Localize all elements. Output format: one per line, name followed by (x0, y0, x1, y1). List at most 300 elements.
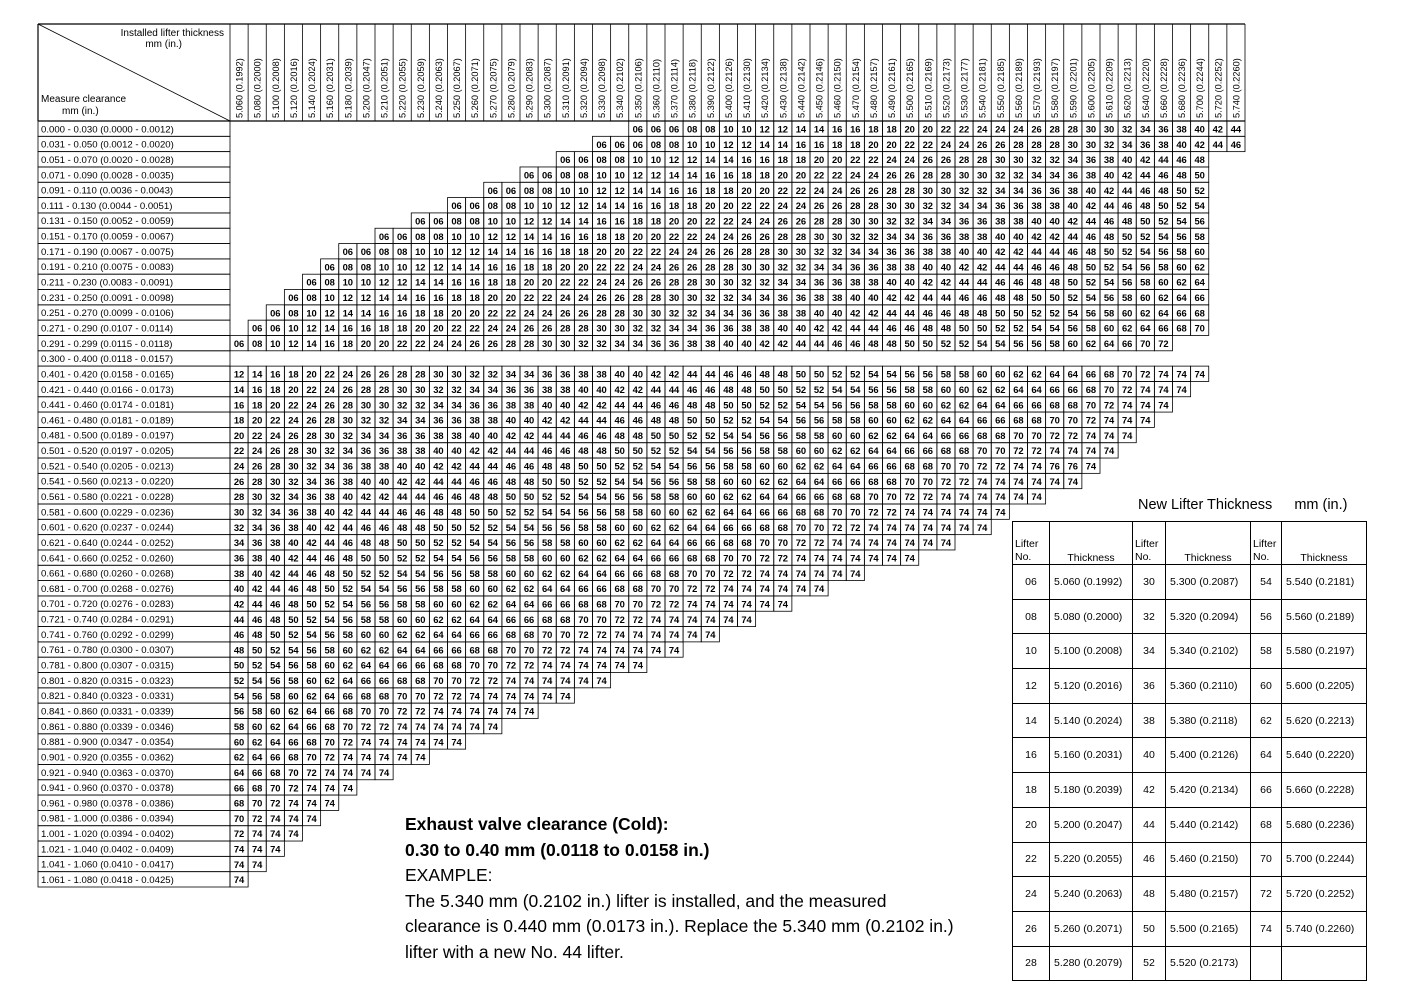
lifter-number: 70 (904, 475, 915, 487)
lifter-number: 38 (813, 292, 825, 304)
lifter-number: 42 (995, 246, 1006, 258)
lifter-number: 62 (378, 644, 390, 656)
lifter-number: 50 (1121, 230, 1133, 242)
column-header-label: 5.450 (0.2146) (814, 58, 825, 118)
lifter-number: 44 (1121, 184, 1133, 196)
lifter-number: 28 (813, 215, 825, 227)
lifter-number: 42 (233, 598, 245, 610)
lifter-number: 46 (560, 445, 571, 457)
lifter-number: 48 (940, 322, 952, 334)
lifter-number: 20 (560, 261, 571, 273)
lifter-number: 66 (868, 460, 879, 472)
lifter-number: 14 (505, 246, 517, 258)
lifter-number: 26 (868, 184, 879, 196)
lifter-number: 74 (795, 567, 807, 579)
lifter-number: 24 (1013, 123, 1024, 135)
lifter-number: 74 (1140, 399, 1151, 411)
lifter-number: 08 (523, 184, 535, 196)
lifter-number: 62 (251, 736, 263, 748)
lifter-number: 08 (487, 200, 499, 212)
lifter-number: 28 (288, 445, 299, 457)
lifter-number: 52 (995, 322, 1006, 334)
lifter-number: 42 (1103, 184, 1115, 196)
lifter-number: 14 (451, 261, 462, 273)
lifter-number: 44 (505, 445, 517, 457)
row-label: 0.031 - 0.050 (0.0012 - 0.0020) (41, 139, 174, 151)
lifter-number: 44 (469, 460, 480, 472)
lifter-number: 22 (288, 399, 299, 411)
lifter-number: 54 (1067, 307, 1079, 319)
lifter-number: 28 (1049, 138, 1060, 150)
lifter-number: 06 (360, 246, 372, 258)
lifter-number: 74 (451, 736, 462, 748)
lifter-number: 34 (451, 399, 462, 411)
lifter-number: 52 (705, 429, 716, 441)
lifter-number: 74 (958, 506, 970, 518)
lifter-number: 52 (270, 644, 281, 656)
lifter-thickness-cell: 5.240 (0.2063) (1050, 877, 1133, 912)
lifter-number: 74 (1158, 399, 1169, 411)
lifter-number: 74 (396, 736, 408, 748)
lifter-number: 58 (342, 629, 354, 641)
lifter-number: 70 (1049, 414, 1060, 426)
lifter-number: 64 (686, 521, 698, 533)
lifter-number: 62 (451, 613, 462, 625)
column-header-label: 5.510 (0.2169) (923, 58, 934, 118)
lifter-number: 66 (451, 644, 462, 656)
lifter-number: 14 (251, 368, 263, 380)
lifter-number: 14 (415, 276, 426, 288)
lifter-number: 24 (668, 246, 680, 258)
lifter-number: 38 (777, 307, 789, 319)
lifter-number: 50 (705, 414, 716, 426)
lifter-number: 50 (741, 399, 752, 411)
lifter-number: 62 (1031, 368, 1042, 380)
lifter-number: 34 (958, 200, 970, 212)
lifter-number: 48 (686, 399, 698, 411)
lifter-no-cell: 68 (1251, 807, 1282, 842)
lifter-number: 24 (614, 276, 625, 288)
lifter-number: 14 (723, 154, 734, 166)
lifter-number: 20 (614, 246, 625, 258)
lifter-number: 40 (541, 399, 553, 411)
lifter-number: 74 (288, 797, 299, 809)
lifter-number: 72 (469, 675, 480, 687)
column-header-label: 5.400 (0.2126) (723, 58, 734, 118)
lifter-number: 68 (541, 613, 553, 625)
lifter-number: 62 (578, 552, 589, 564)
lifter-number: 52 (596, 475, 607, 487)
lifter-number: 62 (850, 445, 861, 457)
lifter-number: 62 (632, 537, 644, 549)
lifter-number: 34 (813, 261, 825, 273)
lifter-number: 06 (342, 246, 354, 258)
lifter-number: 52 (759, 399, 770, 411)
lifter-number: 58 (813, 429, 825, 441)
lifter-table-title (1138, 497, 1347, 513)
lifter-number: 58 (650, 491, 662, 503)
column-header-label: 5.370 (0.2114) (669, 58, 680, 118)
lifter-number: 74 (578, 644, 589, 656)
lifter-number: 68 (469, 644, 480, 656)
lifter-number: 64 (976, 399, 988, 411)
lifter-number: 14 (541, 230, 553, 242)
lifter-number: 52 (632, 460, 644, 472)
lifter-number: 46 (324, 552, 335, 564)
lifter-number: 60 (306, 675, 317, 687)
lifter-number: 66 (795, 491, 807, 503)
lifter-number: 16 (759, 154, 770, 166)
lifter-number: 74 (1121, 399, 1133, 411)
lifter-number: 12 (723, 138, 734, 150)
lifter-number: 70 (251, 797, 263, 809)
lifter-number: 74 (1176, 383, 1187, 395)
lifter-number: 56 (233, 705, 245, 717)
lifter-number: 70 (759, 537, 770, 549)
lifter-number: 66 (1049, 383, 1060, 395)
lifter-thickness-cell: 5.340 (0.2102) (1166, 634, 1251, 669)
lifter-number: 32 (723, 292, 734, 304)
column-header-label: 5.520 (0.2173) (941, 58, 952, 118)
lifter-number: 10 (288, 322, 299, 334)
lifter-number: 26 (795, 215, 807, 227)
lifter-number: 56 (288, 659, 299, 671)
lifter-number: 54 (1085, 292, 1097, 304)
lifter-number: 34 (396, 414, 408, 426)
lifter-number: 52 (306, 613, 317, 625)
lifter-number: 74 (741, 598, 752, 610)
lifter-number: 58 (578, 521, 589, 533)
lifter-number: 18 (723, 184, 734, 196)
lifter-number: 72 (560, 644, 571, 656)
lifter-number: 70 (614, 598, 625, 610)
lifter-thickness-cell: 5.320 (0.2094) (1166, 599, 1251, 634)
lifter-number: 32 (995, 169, 1006, 181)
lifter-number: 22 (686, 230, 698, 242)
row-label: 0.721 - 0.740 (0.0284 - 0.0291) (41, 614, 174, 626)
lifter-number: 08 (415, 230, 426, 242)
lifter-no-cell: 74 (1251, 911, 1282, 946)
lifter-no-cell: 30 (1133, 565, 1166, 600)
lifter-number: 54 (1140, 246, 1151, 258)
lifter-number: 28 (741, 246, 752, 258)
column-header-label: 5.550 (0.2185) (995, 58, 1006, 118)
lifter-number: 62 (396, 629, 408, 641)
lifter-number: 48 (650, 414, 662, 426)
lifter-number: 44 (868, 322, 879, 334)
lifter-number: 44 (813, 338, 825, 349)
lifter-number: 18 (523, 261, 535, 273)
lifter-number: 14 (342, 307, 354, 319)
lifter-number: 62 (922, 414, 934, 426)
lifter-number: 14 (813, 123, 825, 135)
lifter-number: 46 (1103, 215, 1115, 227)
lifter-number: 16 (813, 138, 825, 150)
lifter-number: 52 (251, 659, 263, 671)
lifter-number: 52 (686, 429, 698, 441)
row-label: 0.071 - 0.090 (0.0028 - 0.0035) (41, 170, 174, 182)
lifter-number: 60 (850, 429, 861, 441)
column-header-label: 5.470 (0.2154) (850, 58, 861, 118)
lifter-number: 28 (886, 184, 897, 196)
lifter-number: 06 (469, 200, 480, 212)
column-header-label: 5.480 (0.2157) (868, 58, 879, 118)
lifter-number: 28 (578, 322, 589, 334)
lifter-number: 06 (632, 138, 644, 150)
lifter-number: 68 (270, 766, 281, 778)
lifter-number: 42 (433, 460, 444, 472)
lifter-number: 12 (360, 292, 372, 304)
lifter-number: 26 (904, 169, 915, 181)
lifter-number: 18 (342, 338, 354, 349)
row-label: 0.881 - 0.900 (0.0347 - 0.0354) (41, 737, 174, 749)
lifter-no-cell: 36 (1133, 669, 1166, 704)
lifter-number: 60 (1067, 338, 1079, 349)
lifter-number: 52 (523, 506, 535, 518)
lifter-number: 38 (904, 261, 915, 273)
lifter-number: 58 (886, 399, 897, 411)
lifter-number: 26 (1031, 123, 1042, 135)
lifter-number: 72 (451, 690, 462, 702)
lifter-number: 52 (958, 338, 970, 349)
lifter-number: 64 (342, 675, 354, 687)
lifter-number: 70 (705, 567, 716, 579)
lifter-number: 28 (360, 383, 372, 395)
lifter-number: 46 (850, 338, 861, 349)
lifter-number: 70 (233, 812, 245, 824)
lifter-number: 74 (306, 782, 317, 794)
lifter-number: 40 (940, 261, 952, 273)
corner-top-line1: Installed lifter thickness (120, 28, 224, 39)
lifter-number: 20 (578, 261, 589, 273)
row-label: 0.701 - 0.720 (0.0276 - 0.0283) (41, 599, 174, 611)
lifter-number: 44 (632, 399, 644, 411)
row-label: 0.601 - 0.620 (0.0237 - 0.0244) (41, 522, 174, 534)
lifter-number: 34 (415, 414, 426, 426)
lifter-number: 42 (596, 399, 607, 411)
lifter-number: 58 (451, 583, 462, 595)
lifter-number: 60 (795, 445, 807, 457)
lifter-number: 62 (723, 491, 734, 503)
lifter-number: 50 (1176, 184, 1187, 196)
lifter-number: 26 (251, 460, 263, 472)
lifter-number: 26 (578, 307, 589, 319)
row-label: 0.861 - 0.880 (0.0339 - 0.0346) (41, 721, 174, 733)
lifter-number: 74 (251, 828, 263, 840)
lifter-number: 40 (1031, 215, 1042, 227)
lifter-number: 38 (233, 567, 245, 579)
lifter-number: 60 (940, 383, 952, 395)
lifter-number: 36 (306, 491, 317, 503)
lifter-number: 58 (251, 705, 263, 717)
lifter-number: 74 (940, 521, 952, 533)
lifter-number: 74 (270, 828, 281, 840)
lifter-number: 58 (795, 429, 807, 441)
lifter-number: 68 (777, 521, 789, 533)
lifter-number: 18 (831, 138, 843, 150)
lifter-number: 30 (831, 230, 843, 242)
lifter-number: 38 (995, 215, 1006, 227)
lifter-number: 70 (850, 506, 861, 518)
lifter-number: 74 (813, 567, 825, 579)
lifter-number: 68 (233, 797, 245, 809)
corner-bottom-line2: mm (in.) (62, 106, 99, 117)
lifter-number: 74 (922, 537, 934, 549)
lifter-number: 74 (759, 598, 770, 610)
lifter-number: 28 (270, 460, 281, 472)
lifter-number: 56 (1121, 276, 1133, 288)
lifter-number: 56 (1176, 230, 1187, 242)
lifter-number: 40 (886, 276, 897, 288)
lifter-number: 44 (995, 261, 1006, 273)
row-label: 0.441 - 0.460 (0.0174 - 0.0181) (41, 400, 174, 412)
lifter-number: 36 (958, 215, 970, 227)
lifter-number: 74 (904, 537, 915, 549)
lifter-number: 46 (541, 445, 553, 457)
column-header-label: 5.160 (0.2031) (325, 58, 336, 118)
lifter-number: 56 (523, 537, 535, 549)
lifter-number: 20 (922, 123, 934, 135)
lifter-number: 36 (342, 460, 354, 472)
lifter-thickness-cell: 5.420 (0.2134) (1166, 773, 1251, 808)
column-header-label: 5.100 (0.2008) (270, 58, 281, 118)
lifter-number: 50 (1158, 200, 1169, 212)
lifter-number: 20 (469, 307, 480, 319)
lifter-number: 64 (723, 506, 734, 518)
lifter-number: 28 (831, 215, 843, 227)
lifter-number: 36 (451, 414, 462, 426)
lifter-number: 54 (813, 399, 825, 411)
lifter-number: 48 (632, 429, 644, 441)
lifter-number: 56 (1158, 246, 1169, 258)
lifter-number: 66 (1031, 399, 1042, 411)
lifter-number: 44 (596, 414, 607, 426)
column-header-label: 5.200 (0.2047) (361, 58, 372, 118)
lifter-number: 38 (251, 552, 263, 564)
lifter-number: 56 (686, 460, 698, 472)
lifter-number: 14 (560, 215, 571, 227)
lifter-number: 70 (795, 521, 807, 533)
lifter-number: 68 (1085, 383, 1097, 395)
lifter-number: 62 (1140, 307, 1151, 319)
lifter-number: 18 (415, 307, 426, 319)
lifter-thickness-cell: 5.660 (0.2228) (1282, 773, 1367, 808)
lifter-number: 48 (324, 567, 335, 579)
lifter-number: 34 (940, 215, 952, 227)
lifter-number: 74 (1140, 414, 1151, 426)
lifter-number: 34 (233, 537, 245, 549)
lifter-number: 38 (976, 230, 988, 242)
lifter-thickness-cell: 5.280 (0.2079) (1050, 946, 1133, 981)
column-header-label: 5.560 (0.2189) (1013, 58, 1024, 118)
lifter-number: 56 (1194, 215, 1205, 227)
lifter-number: 72 (759, 552, 770, 564)
lifter-number: 22 (958, 123, 970, 135)
lifter-thickness-cell: 5.060 (0.1992) (1050, 565, 1133, 600)
lifter-number: 74 (378, 736, 390, 748)
lifter-number: 28 (777, 230, 789, 242)
note-spec: 0.30 to 0.40 mm (0.0118 to 0.0158 in.) (405, 839, 710, 860)
lifter-number: 72 (1103, 399, 1115, 411)
lifter-number: 66 (686, 537, 698, 549)
lifter-number: 42 (940, 276, 952, 288)
lifter-number: 74 (686, 613, 698, 625)
lifter-number: 64 (360, 659, 372, 671)
lifter-number: 52 (505, 506, 517, 518)
lifter-number: 74 (288, 828, 299, 840)
lifter-number: 56 (324, 629, 335, 641)
lifter-number: 72 (614, 613, 625, 625)
lifter-number: 58 (741, 460, 752, 472)
lifter-number: 42 (831, 322, 843, 334)
lifter-number: 42 (451, 460, 462, 472)
lifter-number: 62 (741, 491, 752, 503)
lifter-number: 16 (614, 215, 625, 227)
lifter-number: 12 (632, 169, 644, 181)
lifter-number: 64 (505, 598, 517, 610)
lifter-number: 10 (741, 123, 752, 135)
lifter-number: 74 (505, 690, 517, 702)
row-label: 0.291 - 0.299 (0.0115 - 0.0118) (41, 338, 173, 350)
lifter-number: 48 (976, 307, 988, 319)
lifter-number: 70 (378, 705, 390, 717)
lifter-number: 72 (523, 659, 535, 671)
lifter-number: 10 (650, 154, 662, 166)
lifter-number: 32 (396, 399, 408, 411)
lifter-number: 74 (324, 766, 335, 778)
lifter-number: 74 (1031, 460, 1042, 472)
lifter-number: 68 (396, 675, 408, 687)
lifter-number: 18 (686, 200, 698, 212)
lifter-number: 14 (233, 383, 245, 395)
lifter-number: 46 (723, 368, 734, 380)
lifter-number: 36 (505, 383, 517, 395)
row-label: 0.961 - 0.980 (0.0378 - 0.0386) (41, 798, 174, 810)
row-label: 0.300 - 0.400 (0.0118 - 0.0157) (41, 354, 174, 366)
lifter-number: 12 (324, 307, 335, 319)
lifter-number: 60 (976, 368, 988, 380)
lifter-number: 74 (850, 552, 861, 564)
lifter-number: 32 (831, 246, 843, 258)
lifter-number: 66 (523, 613, 535, 625)
lifter-number: 32 (650, 322, 662, 334)
lifter-number: 44 (886, 307, 897, 319)
lifter-number: 40 (233, 583, 245, 595)
lifter-number: 70 (668, 583, 680, 595)
lifter-number: 74 (1085, 445, 1097, 457)
lifter-number: 16 (487, 261, 499, 273)
lifter-number: 48 (233, 644, 245, 656)
lifter-number: 48 (469, 491, 480, 503)
lifter-number: 66 (705, 537, 716, 549)
lifter-thickness-cell: 5.640 (0.2220) (1282, 738, 1367, 773)
lifter-number: 24 (578, 292, 589, 304)
lifter-number: 24 (451, 338, 462, 349)
lifter-number: 74 (904, 552, 915, 564)
lifter-number: 68 (1013, 414, 1024, 426)
lifter-number: 74 (233, 843, 245, 855)
corner-top-line2: mm (in.) (145, 39, 182, 50)
lifter-number: 58 (777, 445, 789, 457)
row-label: 0.921 - 0.940 (0.0363 - 0.0370) (41, 767, 174, 779)
row-label: 0.801 - 0.820 (0.0315 - 0.0323) (41, 675, 174, 687)
lifter-no-cell: 56 (1251, 599, 1282, 634)
lifter-number: 72 (233, 828, 245, 840)
lifter-number: 06 (505, 184, 517, 196)
lifter-table-row (1013, 738, 1367, 773)
lifter-number: 58 (487, 567, 499, 579)
lifter-number: 64 (614, 552, 625, 564)
